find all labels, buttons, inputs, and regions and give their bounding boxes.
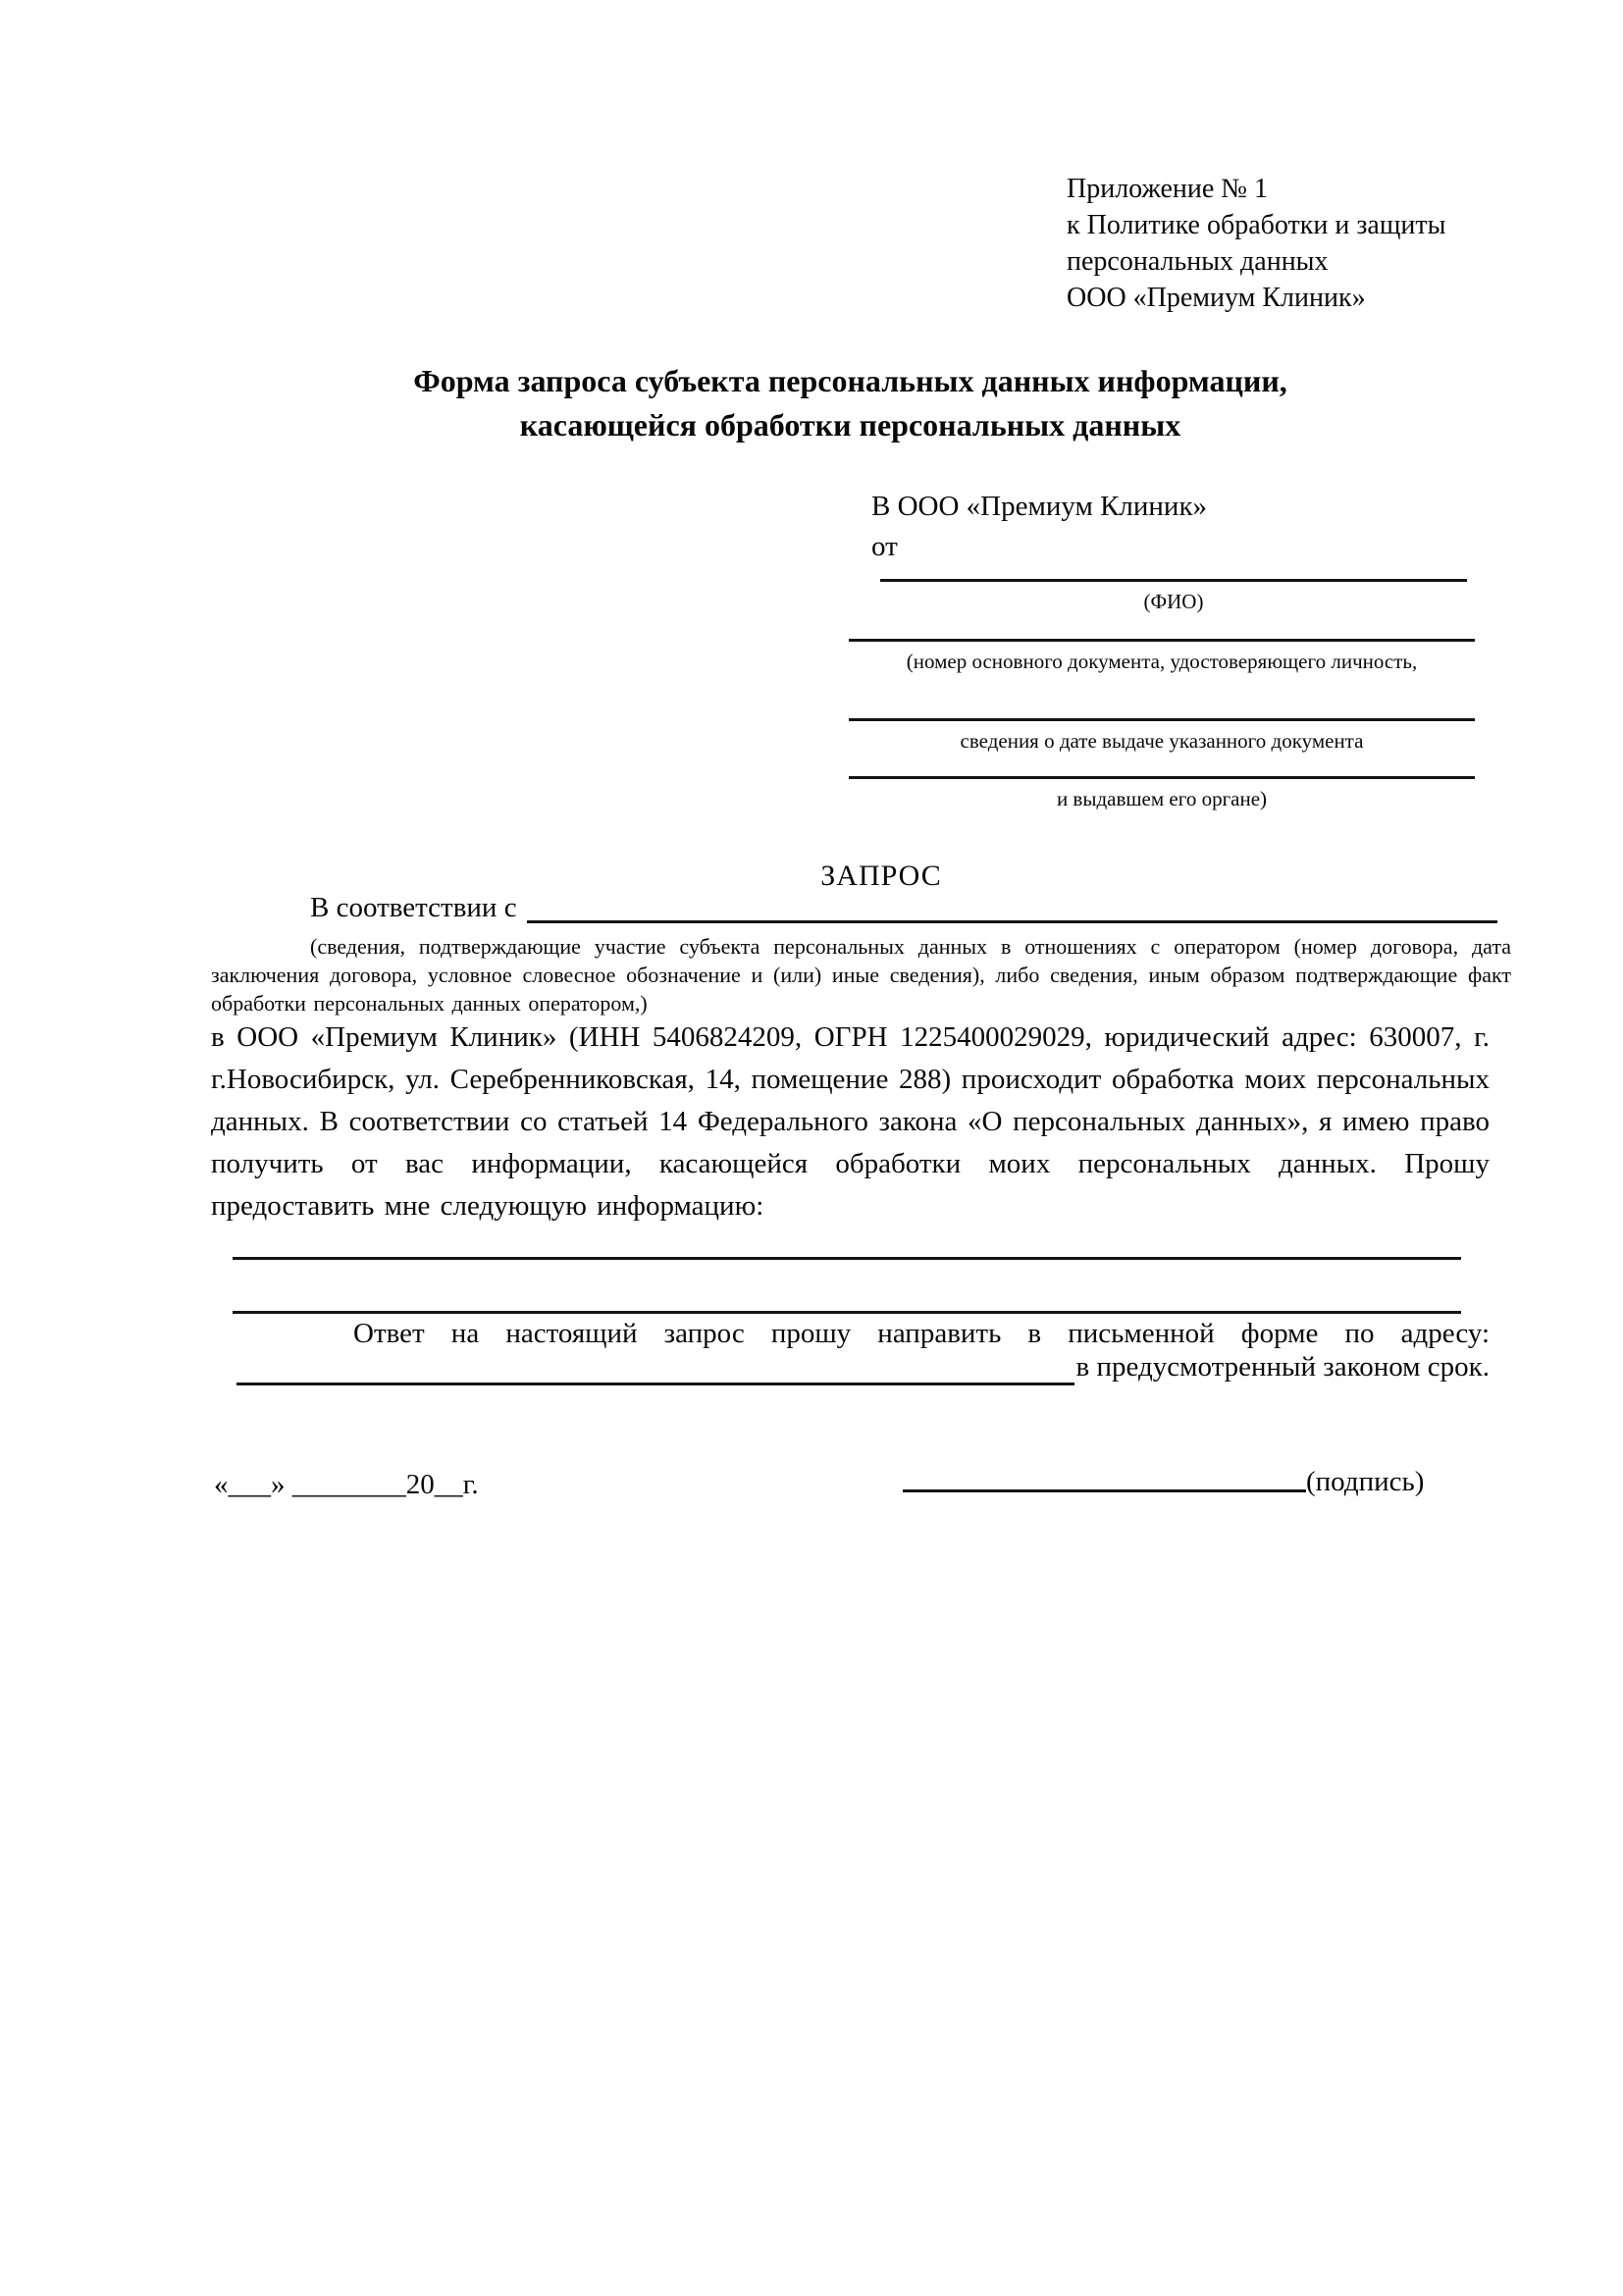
accordance-label: В соответствии с: [310, 892, 517, 923]
reply-address-fill-line: [236, 1346, 1074, 1385]
appendix-line-4: ООО «Премиум Клиник»: [1067, 283, 1366, 313]
appendix-reference-block: [1067, 171, 1445, 316]
issue-date-fill-line: [849, 718, 1475, 721]
accordance-line: [211, 889, 1497, 926]
accordance-fill-line: [527, 889, 1497, 923]
addressee-to: В ООО «Премиум Клиник»: [871, 491, 1208, 522]
appendix-line-1: Приложение № 1: [1067, 174, 1268, 204]
document-title-line-2: касающейся обработки персональных данных: [519, 407, 1181, 443]
addressee-from-label: от: [871, 531, 898, 562]
reply-address-sentence: Ответ на настоящий запрос прошу направить в письменной форме по адресу:: [353, 1318, 1490, 1349]
reply-deadline-text: в предусмотренный законом срок.: [1075, 1351, 1490, 1383]
document-number-caption: (номер основного документа, удостоверяющего личность,: [906, 650, 1418, 673]
request-body-paragraph: в ООО «Премиум Клиник» (ИНН 5406824209, ОГРН 1225400029029, юридический адрес: 630007, г. г.Новосибирск, ул. Серебренниковская, 14, помещение 288) происходит обработка моих персональных данных. В соответствии со статьей 14 Федерального закона «О персональных данных», я имею право получить от вас информации, касающейся обработки моих персональных данных. Прошу предоставить мне следующую информацию:: [211, 1021, 1490, 1222]
accordance-footnote: (сведения, подтверждающие участие субъекта персональных данных в отношениях с оператором (номер договора, дата заключения договора, условное словесное обозначение и (или) иные сведения), либо сведения, иным образом подтверждающие факт обработки персональных данных оператором,): [211, 934, 1511, 1016]
issue-date-caption: сведения о дате выдаче указанного документа: [960, 729, 1364, 753]
signature-caption: (подпись): [1306, 1466, 1425, 1497]
issuing-authority-fill-line: [849, 776, 1475, 779]
fio-caption: (ФИО): [1143, 590, 1204, 613]
appendix-line-3: персональных данных: [1067, 246, 1329, 277]
information-fill-line-1: [233, 1257, 1461, 1260]
signature-fill-line: [903, 1489, 1306, 1492]
reply-address-line: [236, 1346, 1490, 1388]
fio-fill-line: [880, 579, 1467, 582]
appendix-line-2: к Политике обработки и защиты: [1067, 210, 1446, 240]
request-heading: ЗАПРОС: [820, 860, 942, 892]
document-title: [211, 359, 1490, 447]
date-blank: «___» ________20__г.: [214, 1469, 479, 1500]
issuing-authority-caption: и выдавшем его органе): [1056, 787, 1268, 810]
document-number-fill-line: [849, 639, 1475, 642]
document-title-line-1: Форма запроса субъекта персональных данных информации,: [413, 363, 1287, 398]
